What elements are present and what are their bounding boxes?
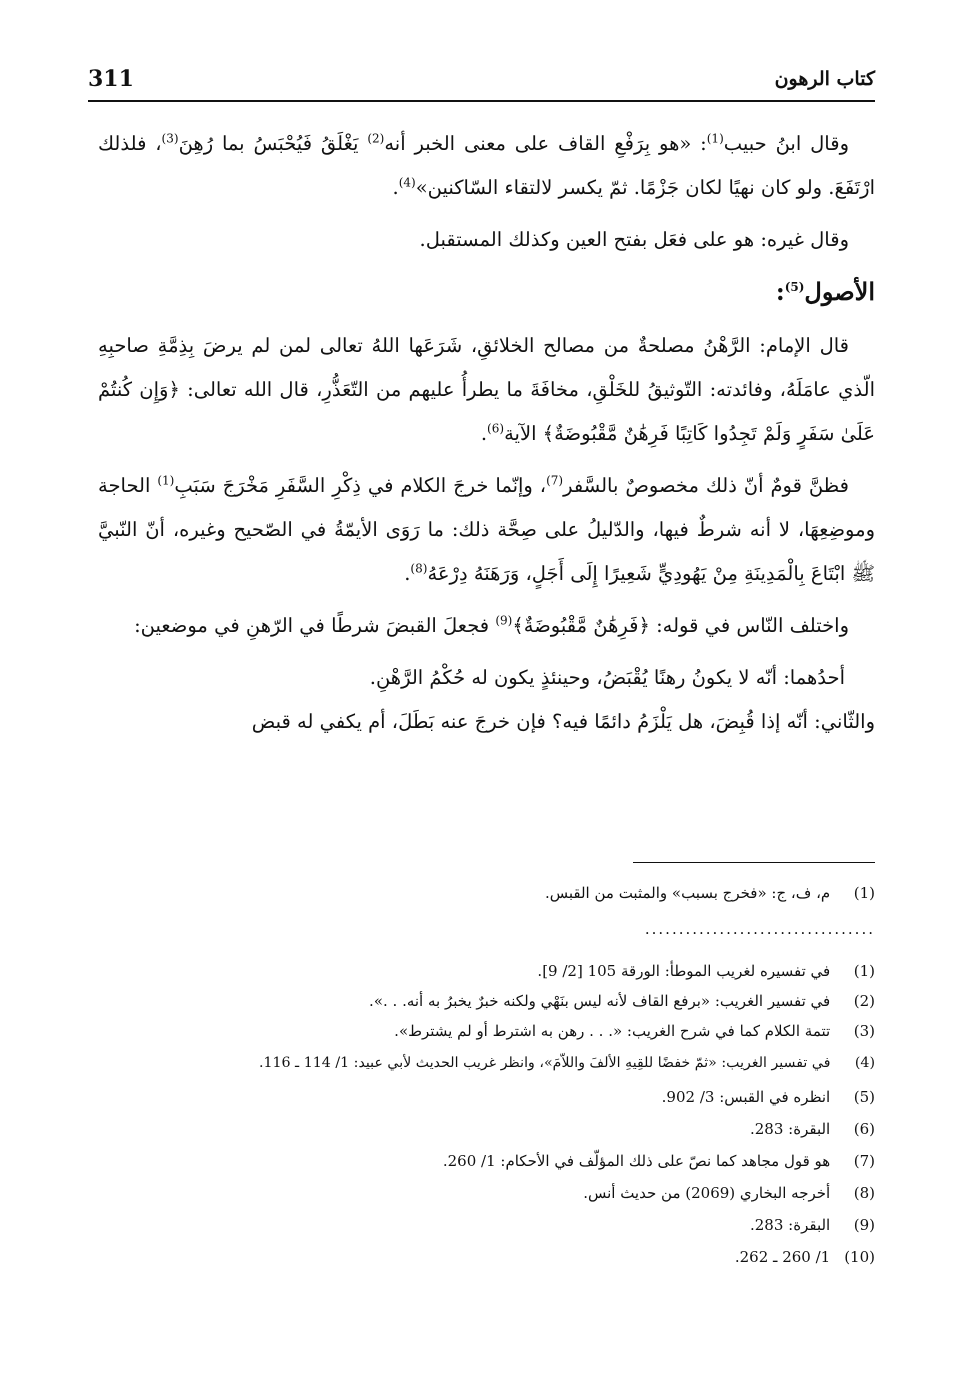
paragraph-1 bbox=[98, 122, 875, 210]
p1-text-d: ، فلذلك ارْتَفَعَ. ولو كان نهيًا لكان جَزْمًا. ثمّ يكسر لالتقاء السّاكنين» bbox=[98, 132, 875, 199]
main-text bbox=[98, 122, 875, 752]
footnote-number: (4) bbox=[854, 1055, 875, 1071]
p3-text-b: . bbox=[480, 422, 488, 445]
section-heading bbox=[98, 270, 875, 314]
paragraph-2: وقال غيره: هو على فعَل بفتح العين وكذلك المستقبل. bbox=[419, 228, 849, 251]
footnote-number: (9) bbox=[853, 1216, 875, 1234]
footnote-10 bbox=[88, 1246, 875, 1268]
paragraph-6: أحدُهما: أنّه لا يكونُ رهنًا يُقْبَضُ، وحينئذٍ يكون له حُكْمُ الرَّهْنِ. bbox=[369, 666, 845, 689]
page-number: 311 bbox=[88, 66, 134, 92]
footnote-ref: (5) bbox=[784, 280, 805, 294]
footnote-8 bbox=[88, 1182, 875, 1204]
heading-text: الأصول bbox=[804, 277, 875, 306]
p5-text-a: واختلف النّاس في قوله: ﴿فَرِهَٰنٌ مَّقْبُوضَةٌ﴾ bbox=[512, 614, 849, 637]
footnote-ref: (7) bbox=[546, 473, 564, 488]
footnote-ref: (8) bbox=[410, 561, 428, 576]
footnote-number: (7) bbox=[853, 1152, 875, 1170]
footnote-text: هو قول مجاهد كما نصّ على ذلك المؤلّف في الأحكام: 1/ 260. bbox=[442, 1152, 831, 1170]
footnote-text: البقرة: 283. bbox=[749, 1216, 831, 1234]
paragraph-3 bbox=[98, 324, 875, 456]
footnote-number: (8) bbox=[853, 1184, 875, 1202]
footnote-ref: (6) bbox=[487, 421, 505, 436]
footnote-text: في تفسير الغريب: «برفع القاف لأنه ليس بنَهْي ولكنه خبرٌ يخبرُ به أنه. . .». bbox=[369, 992, 831, 1010]
footnote-text: في تفسير الغريب: «ثمّ خفضًا للقِيهِ الألفَ واللاّمَ»، وانظر غريب الحديث لأبي عبيد: 1/ 114 ـ 116. bbox=[258, 1055, 831, 1071]
dotted-separator: .................................. bbox=[644, 920, 875, 938]
footnote-6 bbox=[88, 1118, 875, 1140]
p1-text-b: : «هو بِرَفْعِ القاف على معنى الخبر أنه bbox=[384, 132, 707, 155]
p5-text-b: فجعلَ القبضَ شرطًا في الرّهنِ في موضعين: bbox=[134, 614, 496, 637]
footnote-number: (3) bbox=[853, 1022, 875, 1040]
footnote-3 bbox=[88, 1020, 875, 1042]
footnote-text: أخرجه البخاري (2069) من حديث أنس. bbox=[583, 1184, 831, 1202]
page-header bbox=[88, 64, 875, 102]
paragraph-5 bbox=[98, 604, 875, 648]
footnote-ref: (9) bbox=[495, 613, 513, 628]
footnote-number: (10) bbox=[844, 1248, 875, 1266]
footnote-7 bbox=[88, 1150, 875, 1172]
footnote-ref: (4) bbox=[398, 175, 416, 190]
footnote-ref: (3) bbox=[161, 131, 179, 146]
footnote-text: انظره في القبس: 3/ 902. bbox=[661, 1088, 831, 1106]
footnote-text: تتمة الكلام كما في شرح الغريب: «. . . رهن به اشترط أو لم يشترط». bbox=[394, 1022, 831, 1040]
footnote-2 bbox=[88, 990, 875, 1012]
p4-text-c: الحاجة وموضِعِهَا، لا أنه شرطٌ فيها، والدّليلُ على صِحَّة ذلك: ما رَوَى الأيمّةُ في الصّحيح وغيره، أنّ النّبيَّ ﷺ ابْتَاعَ بِالْمَدِينَةِ مِنْ يَهُودِيٍّ شَعِيرًا إِلَى أَجَلٍ، وَرَهَنَهُ دِرْعَهُ bbox=[98, 474, 875, 585]
heading-colon: : bbox=[775, 277, 785, 306]
p4-text-d: . bbox=[404, 562, 411, 585]
footnote-number: (5) bbox=[853, 1088, 875, 1106]
footnote-ref: (1) bbox=[706, 131, 724, 146]
footnote-number: (1) bbox=[853, 962, 875, 980]
p3-text-a: قال الإمام: الرَّهْنُ مصلحةٌ من مصالح الخلائقِ، شَرَعَها اللهُ تعالى لمن لم يرضَ بِذِمَّةِ صاحبِهِ الّذي عامَلَهُ، وفائدته: التّوثيقُ للخَلْقِ، مخافَةَ ما يطرأُ عليهم من التّعَذُّرِ، قال الله تعالى: ﴿وَإِن كُنتُمْ عَلَىٰ سَفَرٍ وَلَمْ تَجِدُوا كَاتِبًا فَرِهَٰنٌ مَّقْبُوضَةٌ﴾ الآية bbox=[98, 334, 875, 445]
footnote-text: في تفسيره لغريب الموطأ: الورقة 105 [2/ 9]. bbox=[537, 962, 831, 980]
footnote-4 bbox=[88, 1052, 875, 1074]
footnote-ref: (1) bbox=[157, 473, 175, 488]
footnote-5 bbox=[88, 1086, 875, 1108]
footnote-text: م، ف، ج: «فخرج بسبب» والمثبت من القبس. bbox=[544, 884, 831, 902]
editor-footnote bbox=[88, 882, 875, 904]
footnote-ref: (2) bbox=[367, 131, 385, 146]
footnote-number: (2) bbox=[853, 992, 875, 1010]
p4-text-b: ، وإنّما خرجَ الكلام في ذِكْرِ السَّفَرِ مَخْرَجَ سَبَبِ bbox=[174, 474, 547, 497]
paragraph-7: والثّاني: أنّه إذا قُبِضَ، هل يَلْزَمُ دائمًا فيه؟ فإن خرجَ عنه بَطَلَ، أم يكفي له قبض bbox=[251, 710, 875, 733]
footnote-text: 1/ 260 ـ 262. bbox=[734, 1248, 831, 1266]
footnote-number: (6) bbox=[853, 1120, 875, 1138]
p1-text-c: يَغْلَقُ فَيُحْبَسُ بما رُهِنَ bbox=[178, 132, 368, 155]
p1-text-e: . bbox=[392, 176, 399, 199]
p4-text-a: فظنَّ قومٌ أنّ ذلك مخصوصٌ بالسَّفر bbox=[563, 474, 849, 497]
running-title: كتاب الرهون bbox=[774, 68, 875, 90]
footnote-9 bbox=[88, 1214, 875, 1236]
footnote-number: (1) bbox=[853, 884, 875, 902]
paragraph-4 bbox=[98, 464, 875, 596]
footnote-1 bbox=[88, 960, 875, 982]
footnote-separator bbox=[633, 862, 875, 863]
footnote-text: البقرة: 283. bbox=[749, 1120, 831, 1138]
p1-text-a: وقال ابنُ حبيب bbox=[723, 132, 849, 155]
